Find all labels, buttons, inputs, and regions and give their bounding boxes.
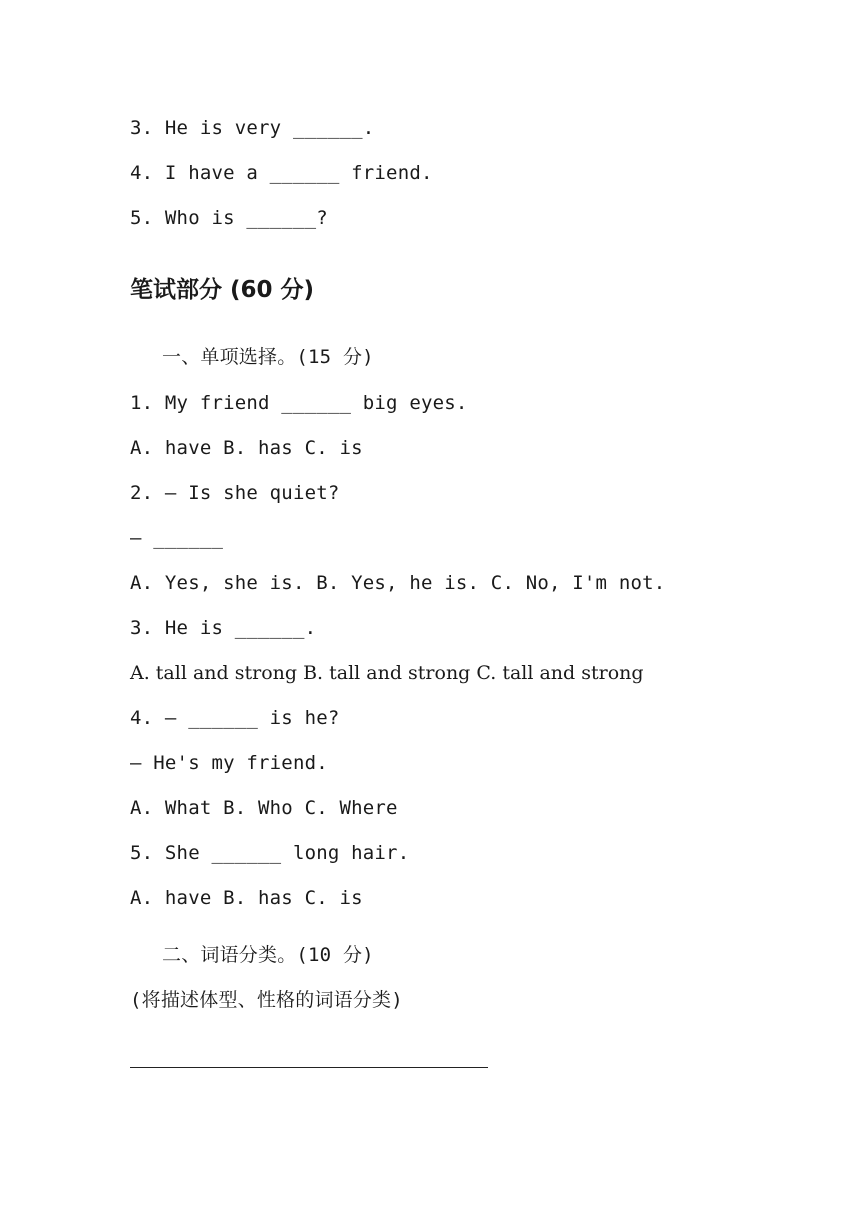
question-line: 4. — ______ is he? <box>130 707 340 729</box>
question-line: 1. My friend ______ big eyes. <box>130 392 468 414</box>
answer-rule-line <box>130 1067 488 1068</box>
option-line: A. have B. has C. is <box>130 437 363 459</box>
question-line: 3. He is ______. <box>130 617 317 639</box>
option-line: A. Yes, she is. B. Yes, he is. C. No, I'm not. <box>130 572 666 594</box>
section-title: 二、词语分类。(10 分) <box>162 944 374 966</box>
written-part-heading: 笔试部分 (60 分) <box>130 277 315 303</box>
answer-line: — ______ <box>130 527 224 549</box>
option-line: A. What B. Who C. Where <box>130 797 398 819</box>
option-line: A. tall and strong B. tall and strong C. tall and strong <box>130 662 644 684</box>
question-line: 4. I have a ______ friend. <box>130 162 433 184</box>
question-line: 3. He is very ______. <box>130 117 375 139</box>
section-instruction: (将描述体型、性格的词语分类) <box>130 989 403 1011</box>
question-line: 5. Who is ______? <box>130 207 328 229</box>
question-line: 2. — Is she quiet? <box>130 482 340 504</box>
option-line: A. have B. has C. is <box>130 887 363 909</box>
answer-line: — He's my friend. <box>130 752 328 774</box>
section-title: 一、单项选择。(15 分) <box>162 346 374 368</box>
question-line: 5. She ______ long hair. <box>130 842 410 864</box>
